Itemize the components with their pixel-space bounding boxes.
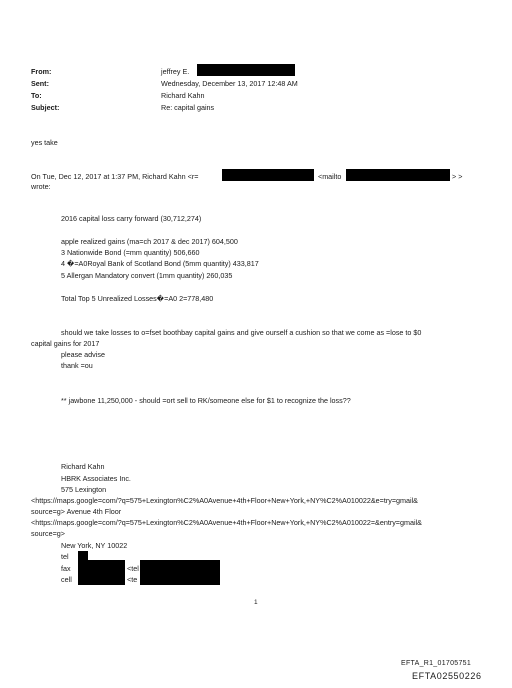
thanks-line: thank =ou xyxy=(61,361,93,370)
question-line: capital gains for 2017 xyxy=(31,339,100,348)
quote-intro-a: On Tue, Dec 12, 2017 at 1:37 PM, Richard Kahn <r= xyxy=(31,172,199,181)
quote-intro-wrote: wrote: xyxy=(31,182,51,191)
carry-forward-line: 2016 capital loss carry forward (30,712,274) xyxy=(61,214,202,223)
cell-suffix: <te xyxy=(127,575,138,584)
redaction-box xyxy=(346,169,450,181)
tel-label: tel xyxy=(61,552,69,561)
fax-label: fax xyxy=(61,564,71,573)
to-value: Richard Kahn xyxy=(161,91,205,100)
signature-name: Richard Kahn xyxy=(61,462,105,471)
from-label: From: xyxy=(31,67,52,76)
from-value: jeffrey E. xyxy=(161,67,190,76)
maps-link[interactable]: source=g> xyxy=(31,529,65,538)
reply-text: yes take xyxy=(31,138,58,147)
fax-suffix: <tel xyxy=(127,564,139,573)
quote-intro-b: <mailto xyxy=(318,172,342,181)
footer-ref-1: EFTA_R1_01705751 xyxy=(401,660,472,667)
subject-value: Re: capital gains xyxy=(161,103,215,112)
footer-ref-2: EFTA02550226 xyxy=(412,671,482,681)
item-line: 5 Allergan Mandatory convert (1mm quantity) 260,035 xyxy=(61,271,233,280)
cell-label: cell xyxy=(61,575,72,584)
total-line: Total Top 5 Unrealized Losses�=A0 2=778,480 xyxy=(61,294,214,303)
item-line: apple realized gains (ma=ch 2017 & dec 2017) 604,500 xyxy=(61,237,238,246)
signature-city: New York, NY 10022 xyxy=(61,541,128,550)
sent-label: Sent: xyxy=(31,79,49,88)
item-line: 3 Nationwide Bond (=mm quantity) 506,660 xyxy=(61,248,200,257)
item-line: 4 �=A0Royal Bank of Scotland Bond (5mm quantity) 433,817 xyxy=(61,259,259,268)
redaction-box xyxy=(78,551,88,560)
redaction-box xyxy=(222,169,314,181)
to-label: To: xyxy=(31,91,42,100)
signature-company: HBRK Associates Inc. xyxy=(61,474,131,483)
maps-link[interactable]: source=g> Avenue 4th Floor xyxy=(31,507,122,516)
page-number: 1 xyxy=(254,599,258,606)
quote-intro-c: > > xyxy=(452,172,463,181)
redaction-box xyxy=(78,572,125,585)
jawbone-line: ** jawbone 11,250,000 - should =ort sell to RK/someone else for $1 to recognize the loss?? xyxy=(61,396,351,405)
maps-link[interactable]: <https://maps.google=com/?q=575+Lexington%C2%A0Avenue+4th+Floor+New+York,+NY%C2%A010022=&entry=gmail& xyxy=(31,518,422,527)
advise-line: please advise xyxy=(61,350,105,359)
maps-link[interactable]: <https://maps.google=com/?q=575+Lexington%C2%A0Avenue+4th+Floor+New+York,+NY%C2%A010022&e=try=gmail& xyxy=(31,496,418,505)
subject-label: Subject: xyxy=(31,103,60,112)
signature-street: 575 Lexington xyxy=(61,485,107,494)
sent-value: Wednesday, December 13, 2017 12:48 AM xyxy=(161,79,298,88)
redaction-box xyxy=(140,572,220,585)
question-line: should we take losses to o=fset boothbay capital gains and give ourself a cushion so that we come as =lose to $0 xyxy=(61,328,422,337)
redaction-box xyxy=(197,64,295,76)
